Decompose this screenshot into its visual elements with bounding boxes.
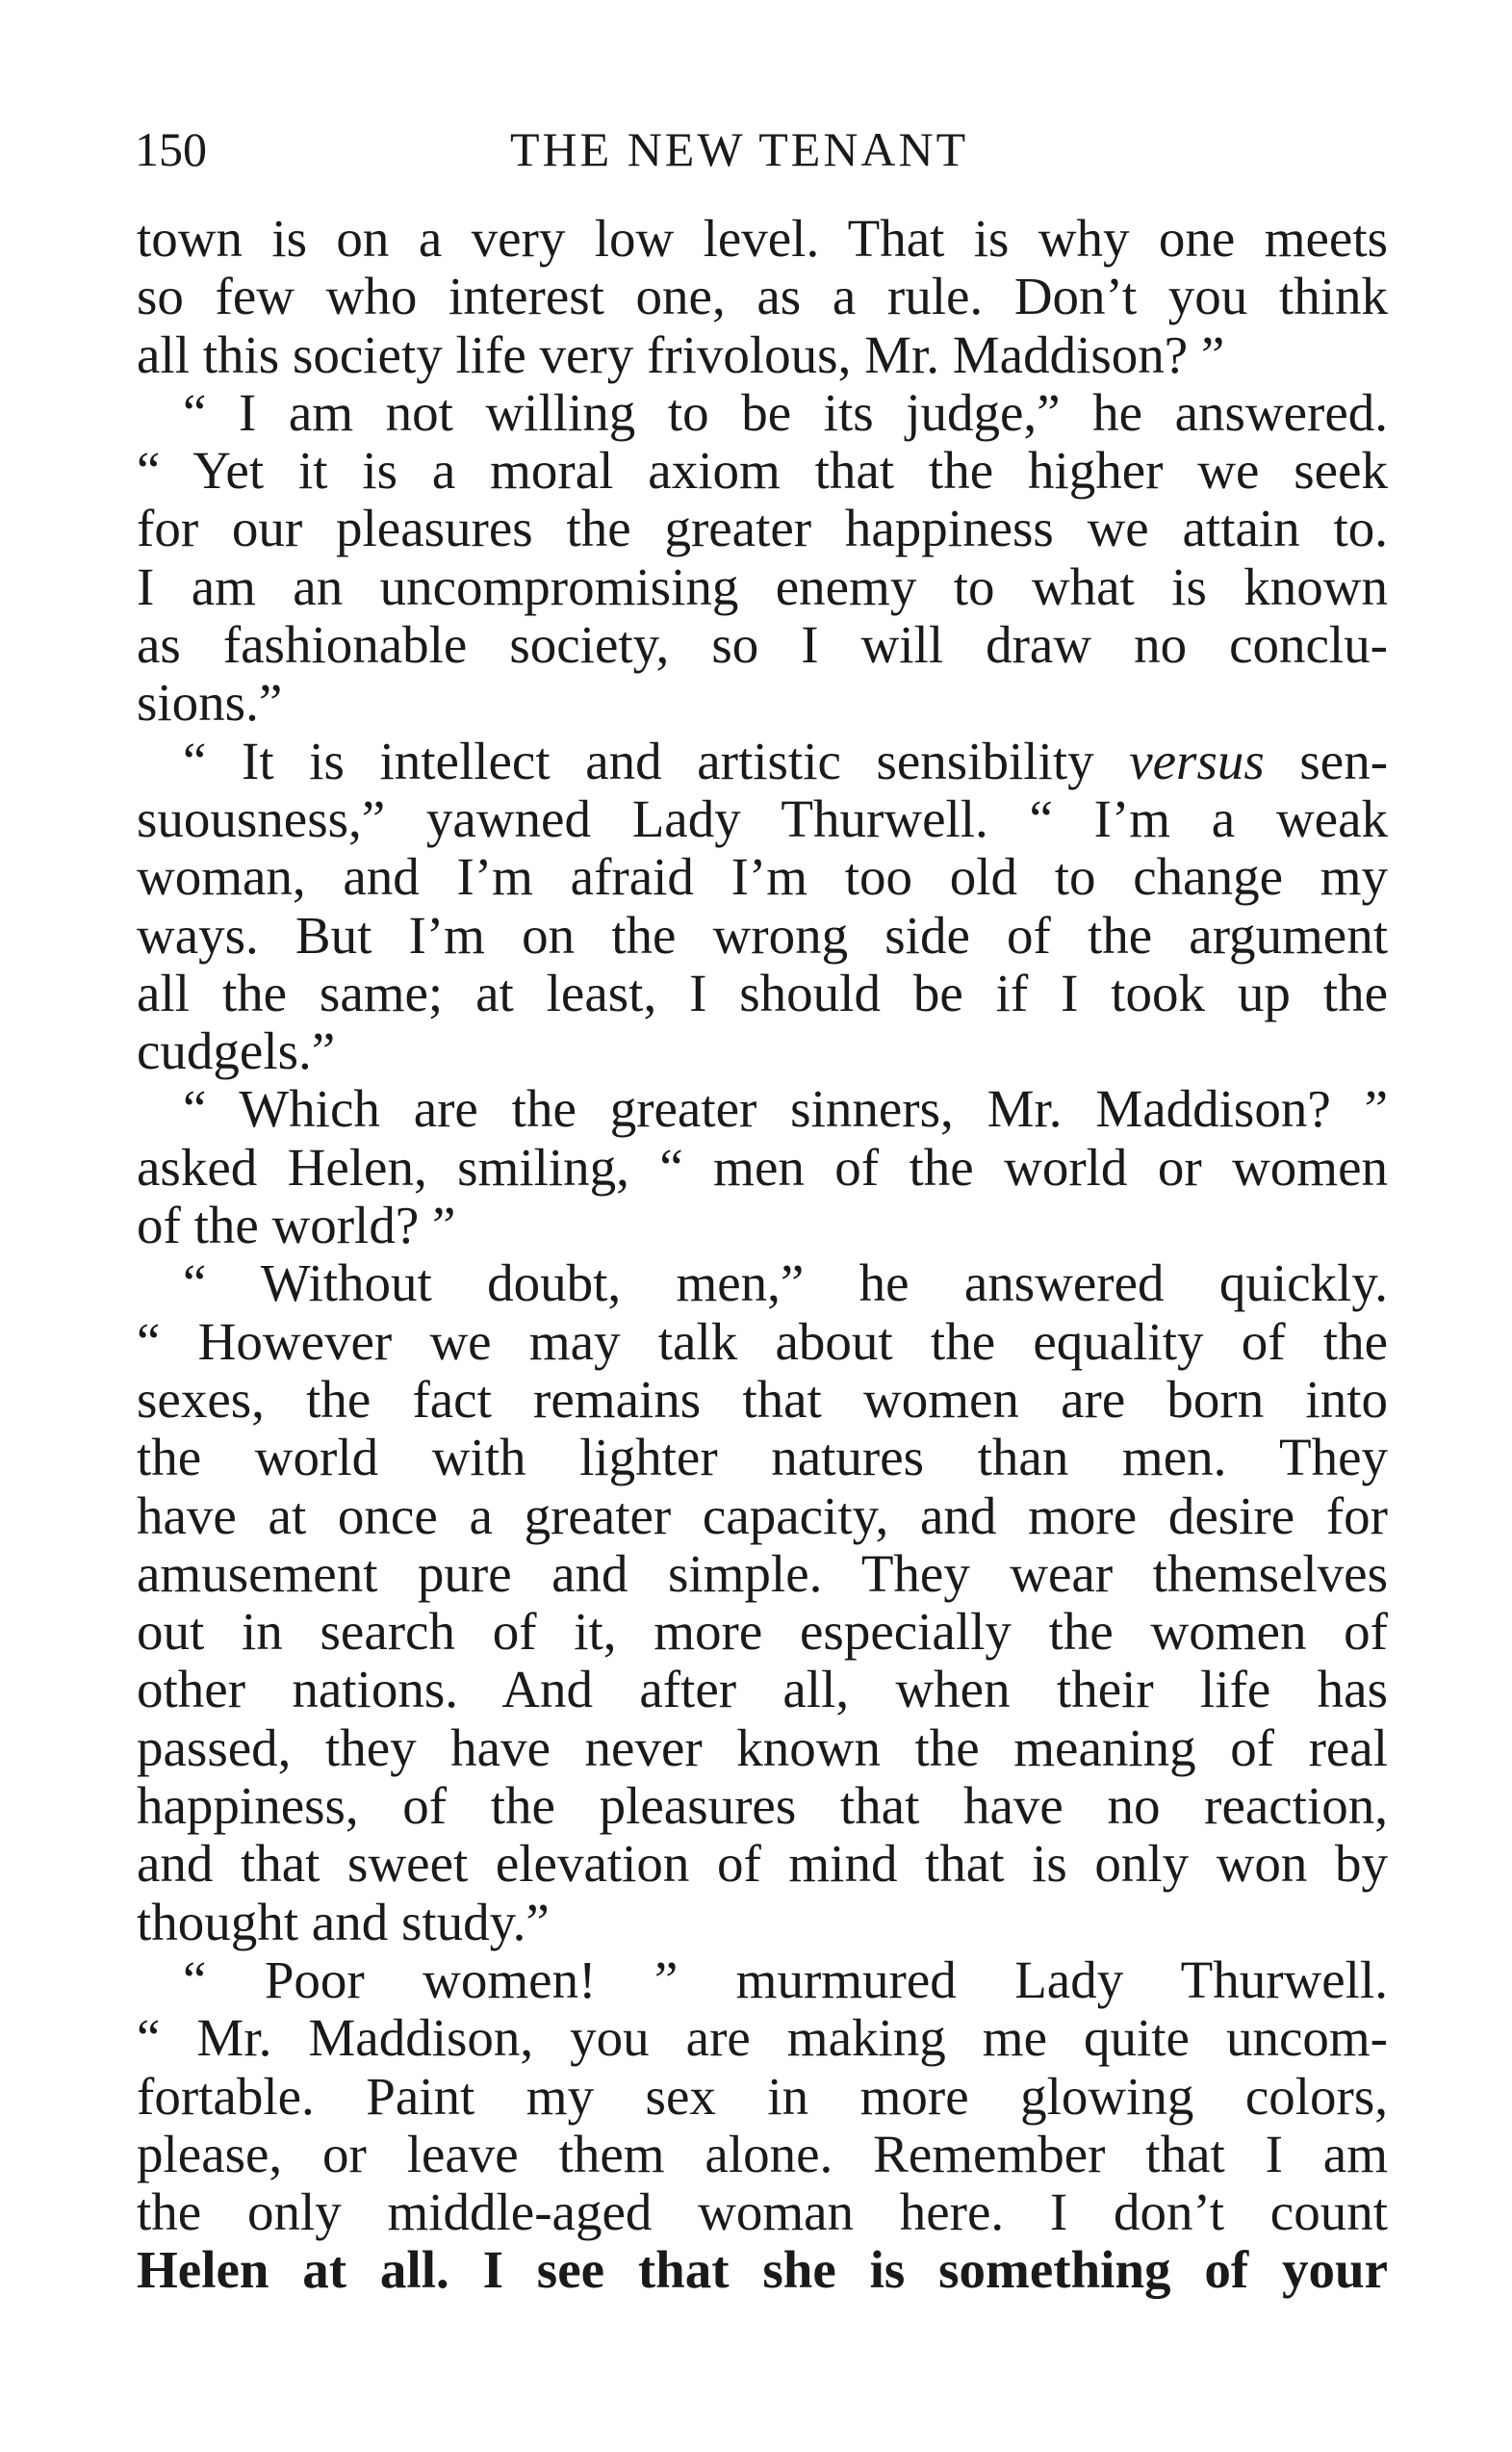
text-line: all the same; at least, I should be if I took up the: [137, 964, 1388, 1022]
text-line: out in search of it, more especially the women of: [137, 1603, 1388, 1662]
text-line: all this society life very frivolous, Mr. Maddison? ”: [137, 325, 1225, 384]
text-line: sexes, the fact remains that women are born into: [137, 1370, 1388, 1429]
text-line: passed, they have never known the meaning of real: [137, 1718, 1388, 1777]
text-segment: sen-: [1299, 732, 1388, 790]
text-line: “ Yet it is a moral axiom that the higher we seek: [137, 442, 1388, 501]
text-line: suousness,” yawned Lady Thurwell. “ I’m a weak: [137, 789, 1388, 848]
text-line: “ Mr. Maddison, you are making me quite uncom-: [137, 2009, 1388, 2068]
text-line: thought and study.”: [137, 1893, 550, 1951]
text-line: happiness, of the pleasures that have no reaction,: [137, 1777, 1388, 1836]
text-line: have at once a greater capacity, and more desire for: [137, 1486, 1388, 1545]
text-line: amusement pure and simple. They wear themselves: [137, 1544, 1388, 1603]
text-line: Helen at all. I see that she is something of your: [137, 2241, 1388, 2300]
text-line: fortable. Paint my sex in more glowing colors,: [137, 2067, 1388, 2126]
text-line: as fashionable society, so I will draw no conclu-: [137, 616, 1388, 675]
text-line: “ I am not willing to be its judge,” he answered.: [183, 383, 1388, 442]
text-line: so few who interest one, as a rule. Don’t you think: [137, 268, 1388, 326]
text-line: the only middle-aged woman here. I don’t count: [137, 2183, 1388, 2242]
text-line: “ However we may talk about the equality of the: [137, 1312, 1388, 1371]
text-line: sions.”: [137, 674, 283, 733]
body-text: [137, 210, 1388, 2300]
text-line: town is on a very low level. That is why one meets: [137, 210, 1388, 268]
text-line: the world with lighter natures than men. They: [137, 1429, 1388, 1487]
text-line: ways. But I’m on the wrong side of the argument: [137, 906, 1388, 965]
running-head: [135, 120, 1386, 178]
text-line: cudgels.”: [137, 1022, 336, 1081]
text-line: other nations. And after all, when their life has: [137, 1661, 1388, 1719]
italic-word: versus: [1129, 732, 1265, 790]
text-line-with-italic: [137, 733, 1388, 790]
text-segment: “ It is intellect and artistic sensibility: [183, 732, 1094, 790]
text-line: “ Poor women! ” murmured Lady Thurwell.: [183, 1950, 1388, 2009]
text-line: woman, and I’m afraid I’m too old to change my: [137, 848, 1388, 907]
page-number: 150: [135, 122, 207, 176]
text-line: asked Helen, smiling, “ men of the world or women: [137, 1138, 1388, 1197]
text-line: and that sweet elevation of mind that is only won by: [137, 1835, 1388, 1894]
text-line: “ Which are the greater sinners, Mr. Maddison? ”: [183, 1080, 1388, 1139]
running-title: THE NEW TENANT: [510, 122, 969, 176]
text-line: of the world? ”: [137, 1197, 456, 1255]
text-line: for our pleasures the greater happiness we attain to.: [137, 500, 1388, 558]
text-line: I am an uncompromising enemy to what is known: [137, 557, 1388, 616]
text-line: “ Without doubt, men,” he answered quickly.: [183, 1254, 1388, 1313]
text-line: please, or leave them alone. Remember that I am: [137, 2125, 1388, 2183]
